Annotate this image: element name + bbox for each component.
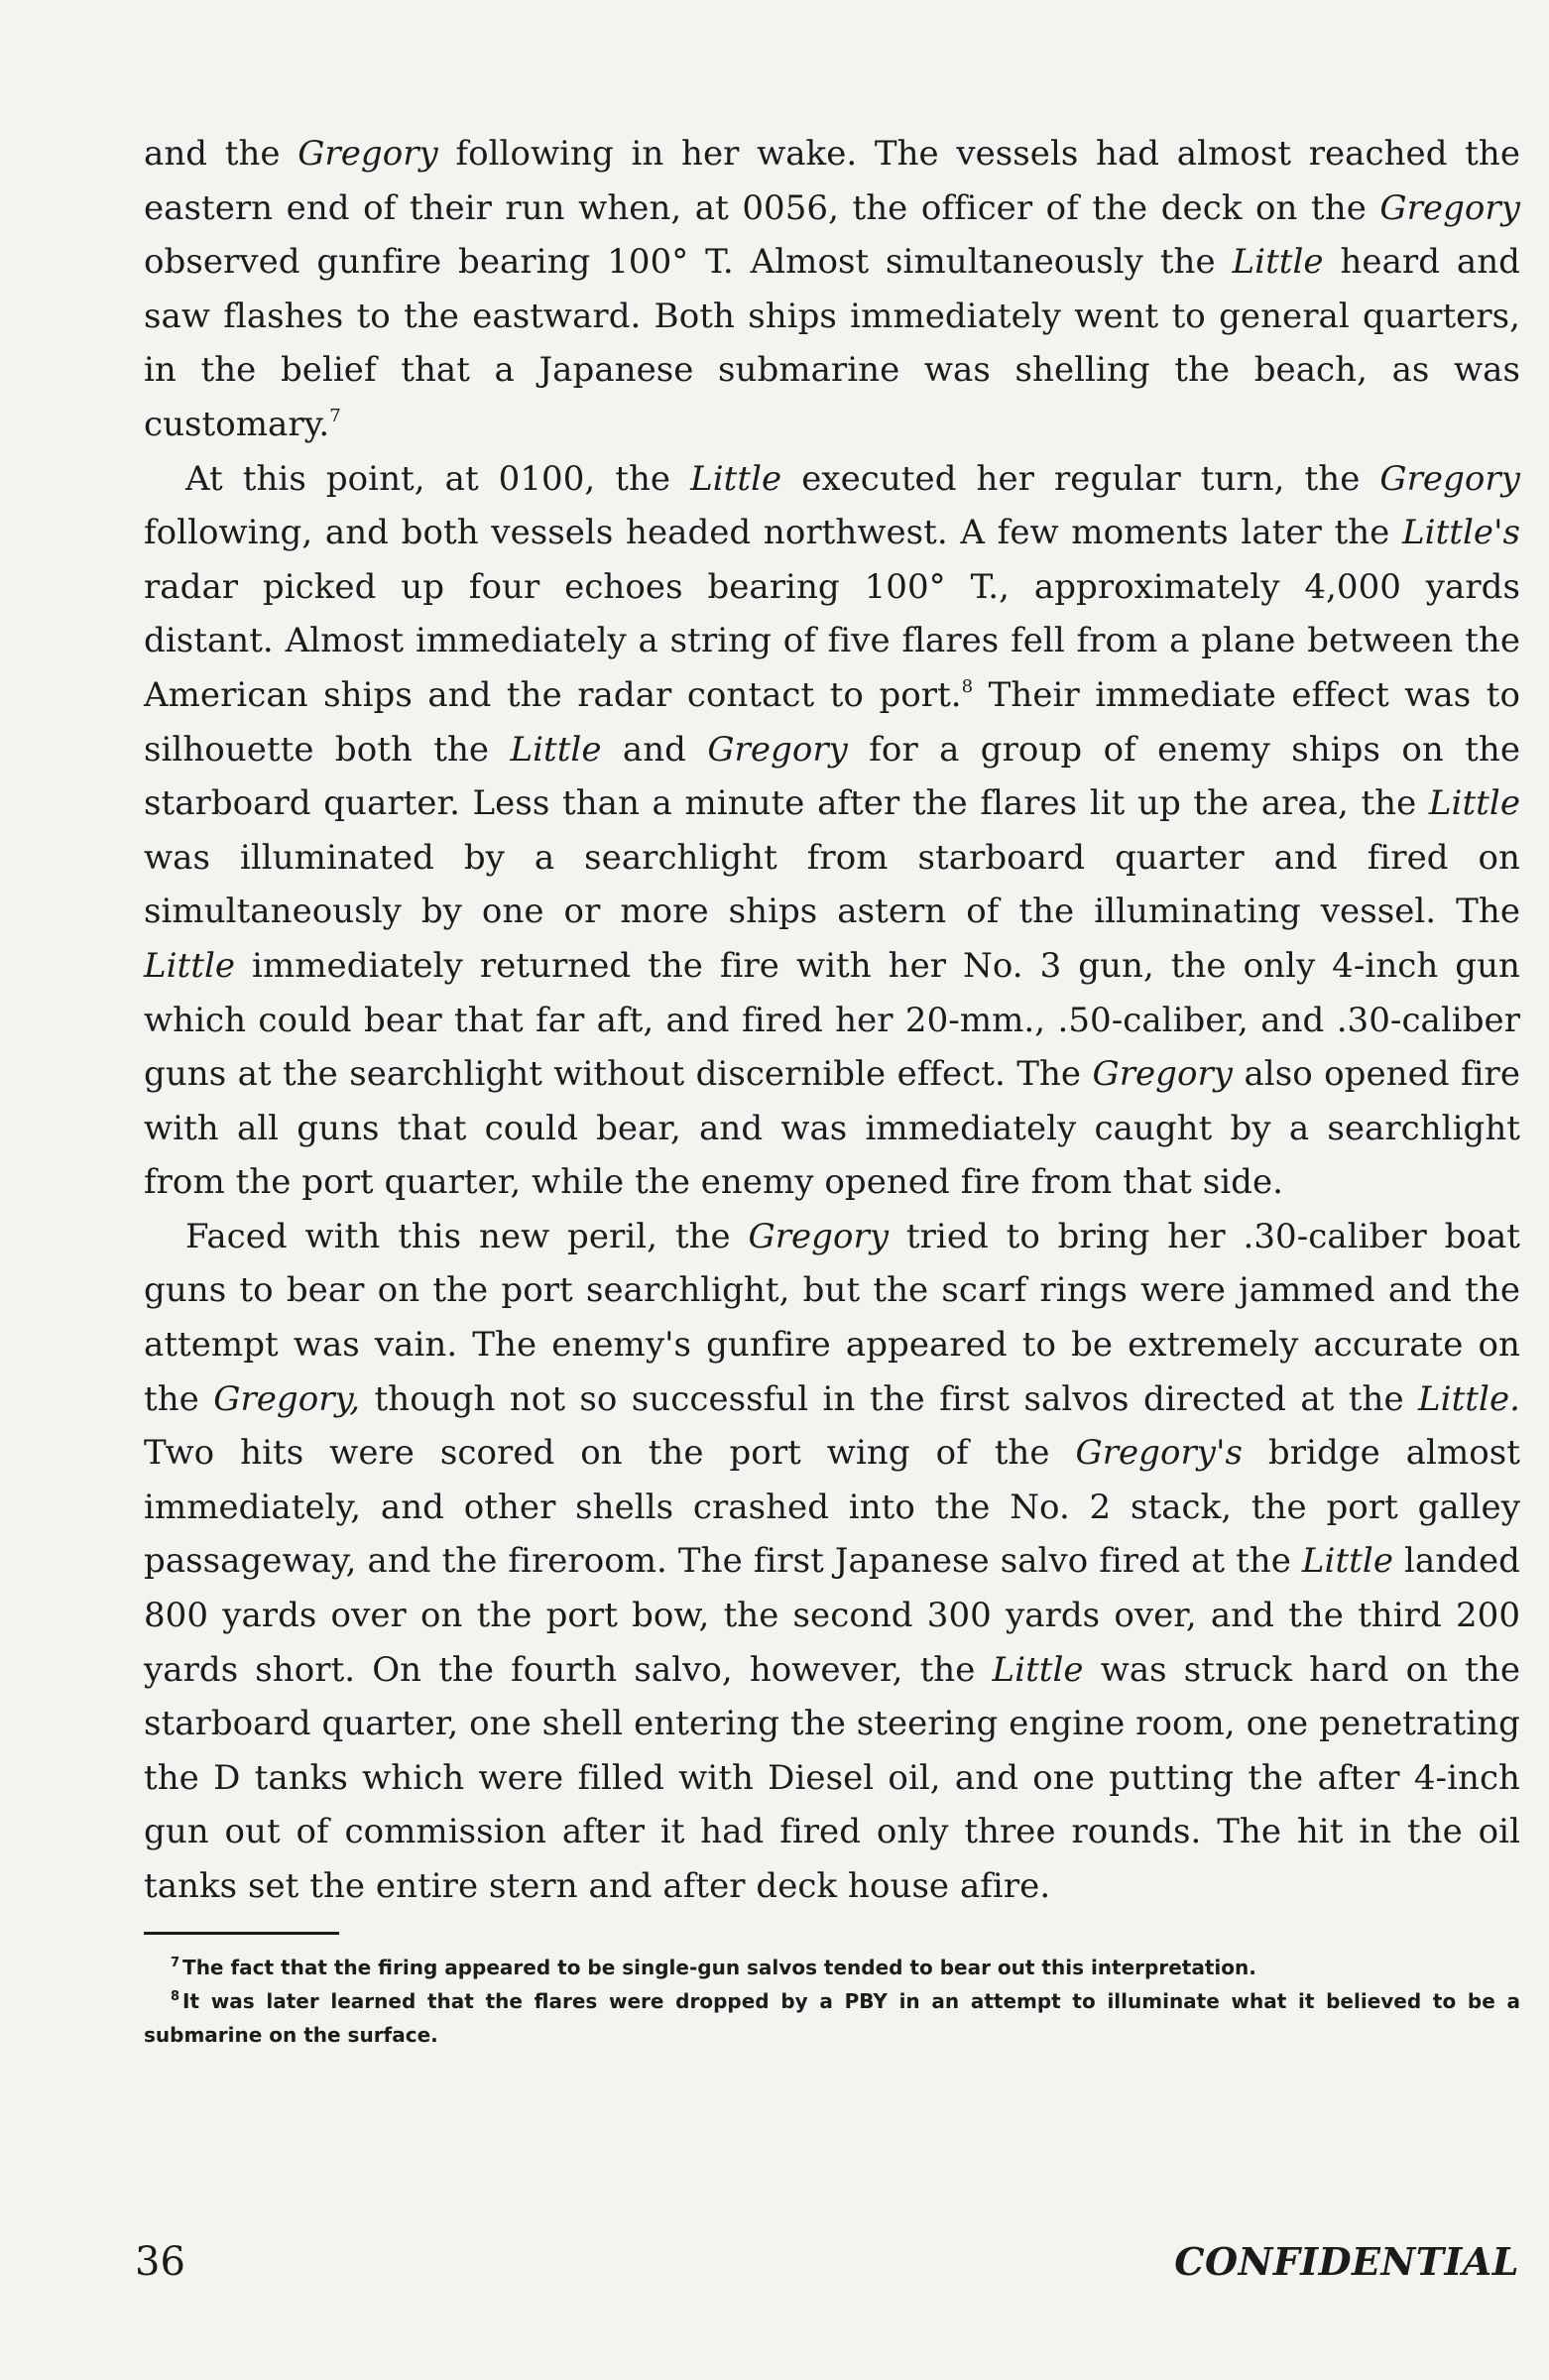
paragraph	[144, 1210, 1520, 1914]
paragraph-text: was struck hard on the starboard quarter, one shell entering the steering engine room, one penetrating the D tanks which were filled with Diesel oil, and one putting the after 4-inch gun out of commission after it had fired only three rounds. The hit in the oil tanks set the entire stern and after deck house afire.	[144, 1649, 1520, 1906]
footnote-text: It was later learned that the flares were dropped by a PBY in an attempt to illuminate what it believed to be a submarine on the surface.	[144, 1988, 1520, 2047]
paragraph-text: though not so successful in the first salvos directed at the	[360, 1378, 1419, 1419]
ship-name: Little	[144, 945, 236, 986]
paragraph-text: following, and both vessels headed northwest. A few moments later the	[144, 513, 1403, 553]
paragraph-text: landed 800 yards over on the port bow, the second 300 yards over, and the third 200 yards short. On the fourth salvo, however, the	[144, 1541, 1520, 1690]
ship-name: Gregory	[1092, 1054, 1234, 1095]
ship-name: Gregory	[1379, 458, 1520, 499]
paragraph-text: following in her wake. The vessels had almost reached the eastern end of their run when, at 0056, the officer of the deck on the	[144, 134, 1520, 228]
footnote-reference: 7	[329, 405, 341, 426]
paragraph-text: tried to bring her .30-caliber boat guns to bear on the port searchlight, but the scarf rings were jammed and the attempt was vain. The enemy's gunfire appeared to be extremely accurate on the	[144, 1216, 1520, 1419]
paragraph-text: heard and saw flashes to the eastward. Both ships immediately went to general quarters, in the belief that a Japanese submarine was shelling the beach, as was customary.	[144, 242, 1520, 444]
paragraph-text: Faced with this new peril, the	[185, 1216, 749, 1256]
paragraph-text: bridge almost immediately, and other shells crashed into the No. 2 stack, the port galley passageway, and the fireroom. The first Japanese salvo fired at the	[144, 1433, 1520, 1582]
paragraph-text: and	[601, 729, 708, 770]
ship-name: Little	[510, 729, 602, 770]
footnote	[144, 1984, 1520, 2052]
paragraph	[144, 452, 1520, 1210]
paragraph-text: immediately returned the fire with her No. 3 gun, the only 4-inch gun which could bear that far aft, and fired her 20-mm., .50-caliber, and .30-caliber guns at the searchlight without discernible effect. The	[144, 945, 1520, 1095]
ship-name: Little	[992, 1649, 1084, 1690]
ship-name: Gregory's	[1075, 1433, 1243, 1474]
paragraph-text: radar picked up four echoes bearing 100° T., approximately 4,000 yards distant. Almost immediately a string of five flares fell from a plane between the American ships and the radar contact to port.	[144, 566, 1520, 715]
ship-name: Little	[1301, 1541, 1393, 1582]
paragraph-text: observed gunfire bearing 100° T. Almost simultaneously the	[144, 242, 1233, 283]
paragraph-text: executed her regular turn, the	[781, 458, 1380, 499]
classification-marking: CONFIDENTIAL	[1174, 2239, 1519, 2284]
paragraph-text: also opened fire with all guns that could bear, and was immediately caught by a searchlight from the port quarter, while the enemy opened fire from that side.	[144, 1054, 1520, 1203]
ship-name: Little	[690, 458, 782, 499]
ship-name: Little	[1232, 242, 1324, 283]
ship-name: Gregory,	[213, 1378, 361, 1419]
paragraph-text: Two hits were scored on the port wing of the	[144, 1433, 1076, 1474]
ship-name: Little	[1428, 783, 1520, 824]
ship-name: Little.	[1418, 1378, 1520, 1419]
footnote-text: The fact that the firing appeared to be single-gun salvos tended to bear out this interpretation.	[182, 1955, 1256, 1979]
paragraph-text: At this point, at 0100, the	[185, 458, 691, 499]
body-text	[144, 127, 1520, 1914]
ship-name: Gregory	[707, 729, 848, 770]
page-number: 36	[135, 2239, 185, 2285]
paragraph-text: for a group of enemy ships on the starboard quarter. Less than a minute after the flares lit up the area, the	[144, 729, 1520, 824]
ship-name: Little's	[1402, 513, 1520, 553]
paragraph-text: was illuminated by a searchlight from starboard quarter and fired on simultaneously by one or more ships astern of the illuminating vessel. The	[144, 837, 1520, 932]
footnotes	[144, 1951, 1520, 2052]
footnote-mark: 7	[171, 1955, 180, 1970]
footnote-reference: 8	[961, 675, 974, 697]
paragraph	[144, 127, 1520, 452]
footnote-mark: 8	[171, 1988, 180, 2004]
paragraph-text: Their immediate effect was to silhouette both the	[144, 674, 1520, 770]
ship-name: Gregory	[298, 134, 438, 174]
footnote	[144, 1951, 1520, 1984]
footnote-divider	[144, 1932, 339, 1935]
document-page	[144, 127, 1520, 2052]
ship-name: Gregory	[748, 1216, 890, 1256]
ship-name: Gregory	[1379, 187, 1520, 228]
paragraph-text: and the	[144, 134, 298, 174]
